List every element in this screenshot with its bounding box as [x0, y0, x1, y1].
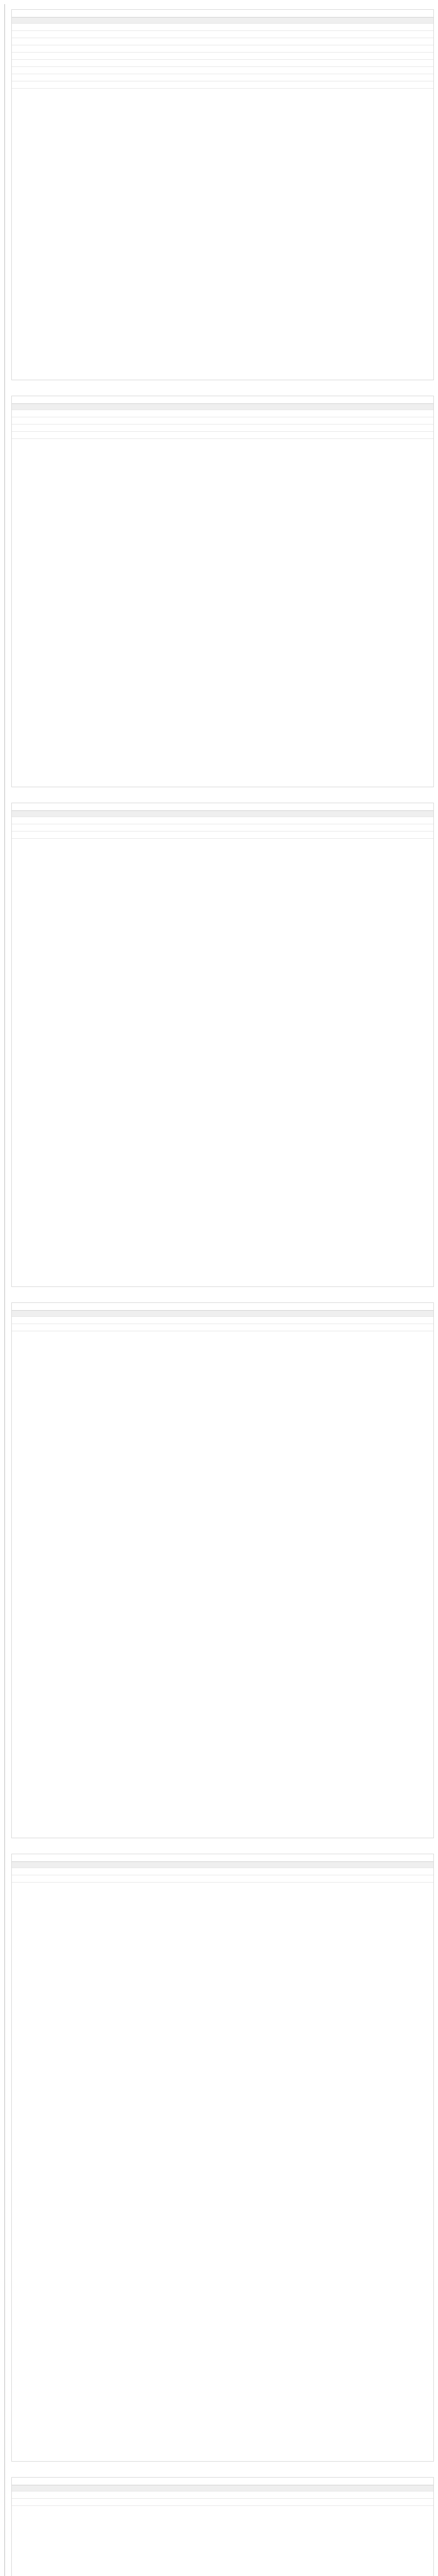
- table-row: [12, 817, 433, 824]
- table-row: [12, 431, 433, 438]
- section-3: [11, 803, 434, 1287]
- section-5: [11, 1854, 434, 2462]
- table-row: [12, 1331, 433, 1338]
- section-1: [11, 9, 434, 380]
- table-row: [12, 74, 433, 81]
- table-header: [12, 1861, 433, 1868]
- table-row: [12, 417, 433, 424]
- table-header: [12, 403, 433, 410]
- table-row: [12, 45, 433, 52]
- table-row: [12, 2498, 433, 2505]
- table-header: [12, 17, 433, 23]
- section-body: [12, 1310, 433, 1838]
- section-2: [11, 396, 434, 787]
- table-row: [12, 88, 433, 95]
- section-4: [11, 1302, 434, 1838]
- section-body: [12, 2485, 433, 2576]
- table-row: [12, 81, 433, 88]
- table-row: [12, 52, 433, 59]
- table-row: [12, 1868, 433, 1875]
- table-header: [12, 2485, 433, 2491]
- table-row: [12, 2505, 433, 2513]
- table-row: [12, 438, 433, 446]
- section-body: [12, 810, 433, 1286]
- table-row: [12, 410, 433, 417]
- table-row: [12, 38, 433, 45]
- table-row: [12, 424, 433, 431]
- table-row: [12, 824, 433, 831]
- table-header: [12, 810, 433, 817]
- table-row: [12, 831, 433, 838]
- table-row: [12, 1324, 433, 1331]
- section-body: [12, 1861, 433, 2461]
- table-row: [12, 838, 433, 845]
- table-row: [12, 30, 433, 38]
- table-row: [12, 66, 433, 74]
- table-row: [12, 1882, 433, 1889]
- table-row: [12, 2491, 433, 2498]
- table-row: [12, 1875, 433, 1882]
- left-divider: [4, 4, 5, 2576]
- table-row: [12, 23, 433, 30]
- table-header: [12, 1310, 433, 1316]
- table-row: [12, 59, 433, 66]
- document-page: [4, 4, 434, 2576]
- section-6: [11, 2477, 434, 2576]
- section-body: [12, 17, 433, 380]
- section-body: [12, 403, 433, 787]
- table-row: [12, 1316, 433, 1324]
